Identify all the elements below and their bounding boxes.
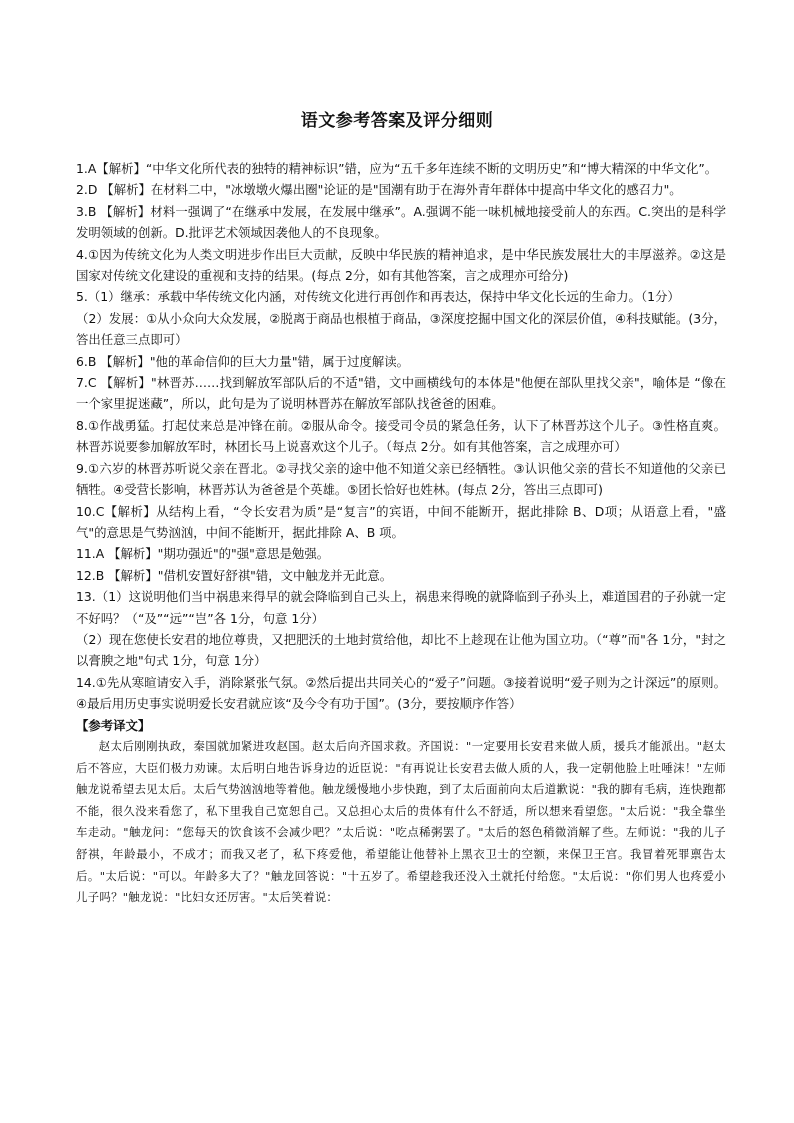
reference-translation-heading: 【参考译文】 xyxy=(76,717,151,733)
answer-body xyxy=(76,158,726,909)
answer-5-part1: 5.（1）继承：承载中华传统文化内涵，对传统文化进行再创作和再表达，保持中华文化长远的生命力。（1分） xyxy=(76,289,680,305)
answer-5-part2: （2）发展：①从小众向大众发展，②脱离于商品也根植于商品，③深度挖掘中国文化的深层价值，④科技赋能。(3分，答出任意三点即可） xyxy=(76,310,726,348)
answer-14: 14.①先从寒暄请安入手，消除紧张气氛。②然后提出共同关心的“爱子”问题。③接着说明“爱子则为之计深远”的原则。④最后用历史事实说明爱长安君就应该“及今令有功于国”。(3分，要按顺序作答） xyxy=(76,674,726,712)
answer-3: 3.B 【解析】材料一强调了“在继承中发展，在发展中继承”。A.强调不能一味机械地接受前人的东西。C.突出的是科学发明领域的创新。D.批评艺术领域因袭他人的不良现象。 xyxy=(76,203,726,241)
answer-13-part1: 13.（1）这说明他们当中祸患来得早的就会降临到自己头上，祸患来得晚的就降临到子孙头上，难道国君的子孙就一定不好吗？（“及”“远”“岂”各 1分，句意 1分） xyxy=(76,589,726,626)
reference-translation-text: 赵太后刚刚执政，秦国就加紧进攻赵国。赵太后向齐国求救。齐国说："一定要用长安君来做人质，援兵才能派出。"赵太后不答应，大臣们极力劝谏。太后明白地告诉身边的近臣说："有再说让长安君去做人质的人，我一定朝他脸上吐唾沫！"左师触龙说希望去见太后。太后气势汹汹地等着他。触龙缓慢地小步快跑，到了太后面前向太后道歉说："我的脚有毛病，连快跑都不能，很久没来看您了，私下里我自己宽恕自己。又总担心太后的贵体有什么不舒适，所以想来看望您。"太后说："我全靠坐车走动。"触龙问：“您每天的饮食该不会减少吧？”太后说："吃点稀粥罢了。"太后的怒色稍微消解了些。左师说："我的儿子舒祺，年龄最小，不成才；而我又老了，私下疼爱他，希望能让他替补上黑衣卫士的空额，来保卫王宫。我冒着死罪禀告太后。"太后说："可以。年龄多大了？"触龙回答说："十五岁了。希望趁我还没入土就托付给您。"太后说："你们男人也疼爱小儿子吗？"触龙说："比妇女还厉害。"太后笑着说： xyxy=(76,738,726,905)
answer-1: 1.A【解析】“中华文化所代表的独特的精神标识”错，应为“五千多年连续不断的文明历史”和“博大精深的中华文化”。 xyxy=(76,161,718,176)
page-title: 语文参考答案及评分细则 xyxy=(300,111,494,131)
answer-6: 6.B 【解析】"他的革命信仰的巨大力量"错，属于过度解读。 xyxy=(76,353,410,369)
answer-13-part2: （2）现在您使长安君的地位尊贵，又把肥沃的土地封赏给他，却比不上趁现在让他为国立功。（“尊”而"各 1分，"封之以膏腴之地"句式 1分，句意 1分） xyxy=(76,631,726,669)
answer-10: 10.C【解析】从结构上看，“令长安君为质”是“复言”的宾语，中间不能断开，据此排除 B、D项；从语意上看，"盛气"的意思是气势汹汹，中间不能断开，据此排除 A、B 项。 xyxy=(76,503,726,540)
answer-7: 7.C 【解析】"林晋苏……找到解放军部队后的不适"错，文中画横线句的本体是"他便在部队里找父亲"，喻体是 “像在一个家里捉迷藏”，所以，此句是为了说明林晋苏在解放军部队找爸爸的困难。 xyxy=(76,375,726,412)
answer-11: 11.A 【解析】"期功强近"的"强"意思是勉强。 xyxy=(76,546,330,562)
answer-9: 9.①六岁的林晋苏听说父亲在晋北。②寻找父亲的途中他不知道父亲已经牺牲。③认识他父亲的营长不知道他的父亲已牺牲。④受营长影响，林晋苏认为爸爸是个英雄。⑤团长恰好也姓林。(每点 2分，答出三点即可) xyxy=(76,460,726,498)
answer-4: 4.①因为传统文化为人类文明进步作出巨大贡献，反映中华民族的精神追求，是中华民族发展壮大的丰厚滋养。②这是国家对传统文化建设的重视和支持的结果。(每点 2分，如有其他答案，言之成理亦可给分) xyxy=(76,246,726,284)
answer-12: 12.B 【解析】"借机安置好舒祺"错，文中触龙并无此意。 xyxy=(76,567,393,583)
answer-8: 8.①作战勇猛。打起仗来总是冲锋在前。②服从命令。接受司令员的紧急任务，认下了林晋苏这个儿子。③性格直爽。林晋苏说要参加解放军时，林团长马上说喜欢这个儿子。（每点 2分。如有其他答案，言之成理亦可） xyxy=(76,417,726,455)
answer-2: 2.D 【解析】在材料二中，"冰墩墩火爆出圈"论证的是"国潮有助于在海外青年群体中提高中华文化的感召力"。 xyxy=(76,182,682,198)
